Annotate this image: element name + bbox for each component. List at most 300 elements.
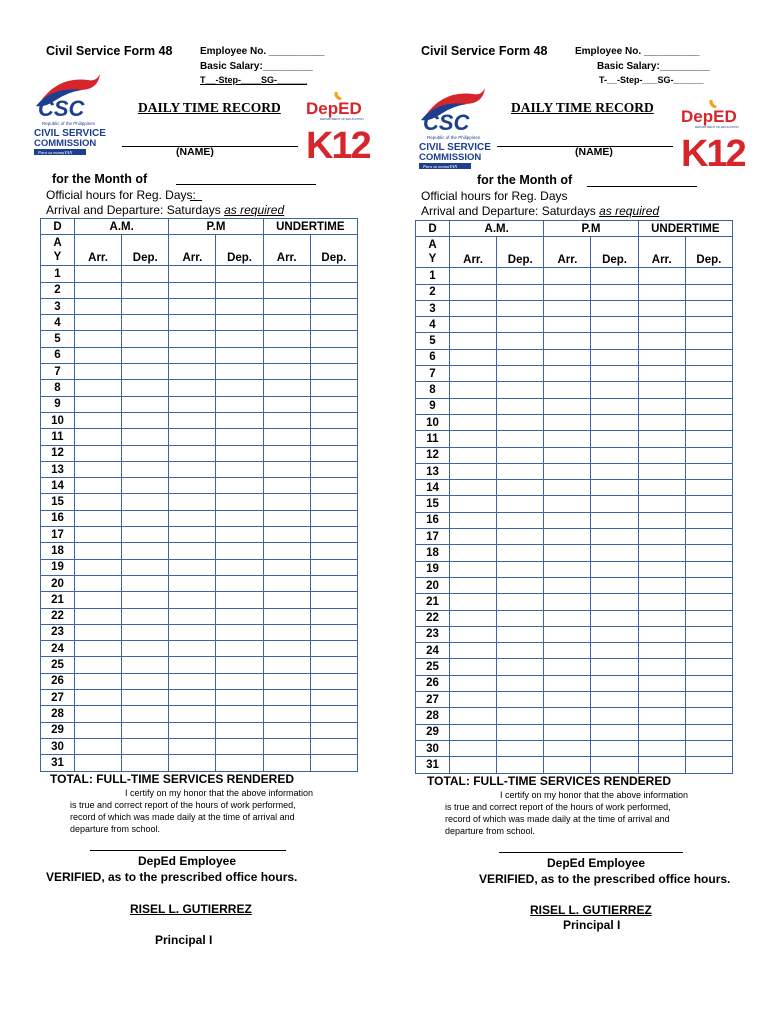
time-cell[interactable] [544, 626, 591, 642]
time-cell[interactable] [497, 561, 544, 577]
time-cell[interactable] [685, 724, 732, 740]
time-cell[interactable] [638, 594, 685, 610]
time-cell[interactable] [685, 414, 732, 430]
time-cell[interactable] [638, 317, 685, 333]
time-cell[interactable] [169, 690, 216, 706]
time-cell[interactable] [169, 608, 216, 624]
time-cell[interactable] [122, 690, 169, 706]
time-cell[interactable] [685, 659, 732, 675]
time-cell[interactable] [122, 527, 169, 543]
time-cell[interactable] [497, 333, 544, 349]
time-cell[interactable] [497, 626, 544, 642]
time-cell[interactable] [685, 577, 732, 593]
time-cell[interactable] [450, 431, 497, 447]
time-cell[interactable] [169, 282, 216, 298]
time-cell[interactable] [497, 692, 544, 708]
time-cell[interactable] [263, 298, 310, 314]
time-cell[interactable] [450, 724, 497, 740]
time-cell[interactable] [497, 659, 544, 675]
time-cell[interactable] [75, 494, 122, 510]
time-cell[interactable] [685, 284, 732, 300]
time-cell[interactable] [544, 529, 591, 545]
time-cell[interactable] [122, 559, 169, 575]
time-cell[interactable] [169, 755, 216, 771]
time-cell[interactable] [450, 512, 497, 528]
time-cell[interactable] [591, 708, 638, 724]
time-cell[interactable] [310, 755, 357, 771]
time-cell[interactable] [450, 545, 497, 561]
time-cell[interactable] [638, 610, 685, 626]
time-cell[interactable] [450, 382, 497, 398]
time-cell[interactable] [685, 480, 732, 496]
time-cell[interactable] [169, 738, 216, 754]
time-cell[interactable] [169, 315, 216, 331]
time-cell[interactable] [122, 510, 169, 526]
time-cell[interactable] [638, 529, 685, 545]
time-cell[interactable] [122, 641, 169, 657]
time-cell[interactable] [685, 333, 732, 349]
time-cell[interactable] [497, 431, 544, 447]
time-cell[interactable] [169, 641, 216, 657]
time-cell[interactable] [638, 675, 685, 691]
time-cell[interactable] [450, 268, 497, 284]
time-cell[interactable] [169, 722, 216, 738]
time-cell[interactable] [591, 529, 638, 545]
time-cell[interactable] [497, 512, 544, 528]
time-cell[interactable] [263, 445, 310, 461]
time-cell[interactable] [591, 643, 638, 659]
time-cell[interactable] [310, 412, 357, 428]
time-cell[interactable] [216, 396, 263, 412]
time-cell[interactable] [450, 284, 497, 300]
time-cell[interactable] [450, 349, 497, 365]
time-cell[interactable] [497, 545, 544, 561]
time-cell[interactable] [544, 512, 591, 528]
time-cell[interactable] [75, 298, 122, 314]
time-cell[interactable] [497, 349, 544, 365]
time-cell[interactable] [263, 738, 310, 754]
time-cell[interactable] [450, 740, 497, 756]
time-cell[interactable] [685, 382, 732, 398]
time-cell[interactable] [310, 510, 357, 526]
time-cell[interactable] [638, 724, 685, 740]
time-cell[interactable] [310, 592, 357, 608]
time-cell[interactable] [497, 480, 544, 496]
time-cell[interactable] [122, 738, 169, 754]
time-cell[interactable] [497, 496, 544, 512]
time-cell[interactable] [75, 331, 122, 347]
time-cell[interactable] [685, 366, 732, 382]
time-cell[interactable] [450, 300, 497, 316]
time-cell[interactable] [497, 643, 544, 659]
time-cell[interactable] [310, 461, 357, 477]
time-cell[interactable] [216, 510, 263, 526]
time-cell[interactable] [544, 398, 591, 414]
time-cell[interactable] [169, 673, 216, 689]
time-cell[interactable] [450, 577, 497, 593]
time-cell[interactable] [497, 463, 544, 479]
time-cell[interactable] [544, 333, 591, 349]
time-cell[interactable] [497, 382, 544, 398]
time-cell[interactable] [169, 543, 216, 559]
time-cell[interactable] [310, 559, 357, 575]
time-cell[interactable] [216, 412, 263, 428]
time-cell[interactable] [591, 284, 638, 300]
time-cell[interactable] [450, 366, 497, 382]
time-cell[interactable] [216, 364, 263, 380]
time-cell[interactable] [638, 708, 685, 724]
time-cell[interactable] [310, 364, 357, 380]
time-cell[interactable] [685, 675, 732, 691]
time-cell[interactable] [122, 592, 169, 608]
time-cell[interactable] [310, 690, 357, 706]
time-cell[interactable] [169, 575, 216, 591]
time-cell[interactable] [216, 592, 263, 608]
time-cell[interactable] [310, 298, 357, 314]
time-cell[interactable] [169, 478, 216, 494]
time-cell[interactable] [638, 463, 685, 479]
time-cell[interactable] [75, 445, 122, 461]
time-cell[interactable] [450, 594, 497, 610]
time-cell[interactable] [685, 398, 732, 414]
time-cell[interactable] [75, 690, 122, 706]
time-cell[interactable] [75, 657, 122, 673]
time-cell[interactable] [263, 461, 310, 477]
time-cell[interactable] [544, 268, 591, 284]
time-cell[interactable] [685, 610, 732, 626]
time-cell[interactable] [310, 347, 357, 363]
time-cell[interactable] [497, 529, 544, 545]
time-cell[interactable] [497, 447, 544, 463]
time-cell[interactable] [591, 398, 638, 414]
time-cell[interactable] [169, 510, 216, 526]
time-cell[interactable] [169, 364, 216, 380]
time-cell[interactable] [122, 282, 169, 298]
time-cell[interactable] [75, 738, 122, 754]
time-cell[interactable] [591, 268, 638, 284]
time-cell[interactable] [75, 624, 122, 640]
time-cell[interactable] [544, 740, 591, 756]
time-cell[interactable] [450, 529, 497, 545]
time-cell[interactable] [169, 559, 216, 575]
time-cell[interactable] [638, 757, 685, 773]
time-cell[interactable] [122, 429, 169, 445]
time-cell[interactable] [591, 610, 638, 626]
time-cell[interactable] [685, 529, 732, 545]
time-cell[interactable] [638, 561, 685, 577]
time-cell[interactable] [450, 496, 497, 512]
time-cell[interactable] [544, 414, 591, 430]
time-cell[interactable] [638, 577, 685, 593]
time-cell[interactable] [685, 447, 732, 463]
time-cell[interactable] [497, 757, 544, 773]
time-cell[interactable] [122, 347, 169, 363]
time-cell[interactable] [591, 626, 638, 642]
time-cell[interactable] [544, 366, 591, 382]
time-cell[interactable] [638, 740, 685, 756]
time-cell[interactable] [685, 349, 732, 365]
time-cell[interactable] [638, 512, 685, 528]
time-cell[interactable] [75, 575, 122, 591]
time-cell[interactable] [591, 659, 638, 675]
time-cell[interactable] [216, 347, 263, 363]
time-cell[interactable] [544, 496, 591, 512]
time-cell[interactable] [122, 396, 169, 412]
time-cell[interactable] [310, 738, 357, 754]
time-cell[interactable] [638, 692, 685, 708]
time-cell[interactable] [638, 431, 685, 447]
time-cell[interactable] [497, 284, 544, 300]
time-cell[interactable] [310, 478, 357, 494]
time-cell[interactable] [544, 594, 591, 610]
time-cell[interactable] [638, 480, 685, 496]
time-cell[interactable] [169, 429, 216, 445]
time-cell[interactable] [169, 380, 216, 396]
time-cell[interactable] [75, 722, 122, 738]
time-cell[interactable] [638, 268, 685, 284]
time-cell[interactable] [75, 527, 122, 543]
time-cell[interactable] [75, 380, 122, 396]
time-cell[interactable] [310, 641, 357, 657]
time-cell[interactable] [591, 675, 638, 691]
time-cell[interactable] [75, 266, 122, 282]
time-cell[interactable] [169, 347, 216, 363]
time-cell[interactable] [216, 461, 263, 477]
time-cell[interactable] [263, 690, 310, 706]
time-cell[interactable] [75, 429, 122, 445]
time-cell[interactable] [122, 364, 169, 380]
time-cell[interactable] [75, 559, 122, 575]
time-cell[interactable] [544, 675, 591, 691]
time-cell[interactable] [591, 724, 638, 740]
time-cell[interactable] [169, 331, 216, 347]
time-cell[interactable] [310, 380, 357, 396]
time-cell[interactable] [638, 545, 685, 561]
time-cell[interactable] [122, 575, 169, 591]
time-cell[interactable] [685, 300, 732, 316]
time-cell[interactable] [216, 706, 263, 722]
time-cell[interactable] [685, 561, 732, 577]
time-cell[interactable] [497, 317, 544, 333]
time-cell[interactable] [450, 675, 497, 691]
time-cell[interactable] [450, 561, 497, 577]
time-cell[interactable] [263, 282, 310, 298]
time-cell[interactable] [122, 608, 169, 624]
time-cell[interactable] [685, 740, 732, 756]
time-cell[interactable] [685, 512, 732, 528]
time-cell[interactable] [450, 708, 497, 724]
time-cell[interactable] [216, 690, 263, 706]
time-cell[interactable] [497, 577, 544, 593]
time-cell[interactable] [310, 315, 357, 331]
time-cell[interactable] [122, 706, 169, 722]
time-cell[interactable] [263, 396, 310, 412]
time-cell[interactable] [263, 543, 310, 559]
time-cell[interactable] [216, 315, 263, 331]
time-cell[interactable] [122, 494, 169, 510]
time-cell[interactable] [263, 657, 310, 673]
time-cell[interactable] [216, 722, 263, 738]
time-cell[interactable] [216, 608, 263, 624]
time-cell[interactable] [169, 445, 216, 461]
time-cell[interactable] [169, 298, 216, 314]
time-cell[interactable] [310, 266, 357, 282]
time-cell[interactable] [310, 429, 357, 445]
time-cell[interactable] [685, 496, 732, 512]
time-cell[interactable] [544, 431, 591, 447]
time-cell[interactable] [122, 380, 169, 396]
time-cell[interactable] [591, 300, 638, 316]
time-cell[interactable] [591, 692, 638, 708]
time-cell[interactable] [263, 722, 310, 738]
time-cell[interactable] [497, 724, 544, 740]
time-cell[interactable] [216, 298, 263, 314]
time-cell[interactable] [263, 412, 310, 428]
time-cell[interactable] [263, 641, 310, 657]
time-cell[interactable] [263, 755, 310, 771]
time-cell[interactable] [450, 398, 497, 414]
time-cell[interactable] [122, 755, 169, 771]
time-cell[interactable] [591, 414, 638, 430]
time-cell[interactable] [169, 266, 216, 282]
time-cell[interactable] [591, 577, 638, 593]
time-cell[interactable] [75, 396, 122, 412]
time-cell[interactable] [591, 545, 638, 561]
time-cell[interactable] [497, 675, 544, 691]
time-cell[interactable] [638, 447, 685, 463]
time-cell[interactable] [591, 512, 638, 528]
time-cell[interactable] [263, 347, 310, 363]
time-cell[interactable] [122, 315, 169, 331]
time-cell[interactable] [263, 624, 310, 640]
time-cell[interactable] [263, 364, 310, 380]
time-cell[interactable] [450, 480, 497, 496]
time-cell[interactable] [591, 594, 638, 610]
time-cell[interactable] [75, 755, 122, 771]
time-cell[interactable] [591, 480, 638, 496]
time-cell[interactable] [75, 347, 122, 363]
time-cell[interactable] [263, 527, 310, 543]
time-cell[interactable] [263, 315, 310, 331]
time-cell[interactable] [216, 575, 263, 591]
time-cell[interactable] [122, 445, 169, 461]
time-cell[interactable] [75, 673, 122, 689]
time-cell[interactable] [122, 722, 169, 738]
time-cell[interactable] [122, 331, 169, 347]
time-cell[interactable] [216, 559, 263, 575]
time-cell[interactable] [450, 643, 497, 659]
time-cell[interactable] [216, 657, 263, 673]
time-cell[interactable] [591, 496, 638, 512]
time-cell[interactable] [685, 757, 732, 773]
time-cell[interactable] [122, 673, 169, 689]
time-cell[interactable] [263, 494, 310, 510]
time-cell[interactable] [544, 708, 591, 724]
time-cell[interactable] [310, 445, 357, 461]
time-cell[interactable] [216, 494, 263, 510]
time-cell[interactable] [450, 757, 497, 773]
time-cell[interactable] [638, 659, 685, 675]
time-cell[interactable] [310, 575, 357, 591]
time-cell[interactable] [310, 282, 357, 298]
time-cell[interactable] [591, 740, 638, 756]
time-cell[interactable] [544, 447, 591, 463]
time-cell[interactable] [216, 331, 263, 347]
time-cell[interactable] [685, 317, 732, 333]
time-cell[interactable] [122, 657, 169, 673]
time-cell[interactable] [591, 463, 638, 479]
time-cell[interactable] [544, 317, 591, 333]
time-cell[interactable] [310, 543, 357, 559]
time-cell[interactable] [263, 559, 310, 575]
time-cell[interactable] [216, 266, 263, 282]
time-cell[interactable] [263, 478, 310, 494]
time-cell[interactable] [216, 527, 263, 543]
time-cell[interactable] [544, 692, 591, 708]
time-cell[interactable] [263, 575, 310, 591]
time-cell[interactable] [450, 463, 497, 479]
time-cell[interactable] [497, 366, 544, 382]
time-cell[interactable] [216, 738, 263, 754]
time-cell[interactable] [169, 657, 216, 673]
time-cell[interactable] [591, 366, 638, 382]
time-cell[interactable] [497, 708, 544, 724]
time-cell[interactable] [450, 659, 497, 675]
time-cell[interactable] [638, 366, 685, 382]
time-cell[interactable] [685, 692, 732, 708]
time-cell[interactable] [310, 706, 357, 722]
time-cell[interactable] [685, 431, 732, 447]
time-cell[interactable] [263, 266, 310, 282]
time-cell[interactable] [450, 414, 497, 430]
time-cell[interactable] [450, 333, 497, 349]
time-cell[interactable] [216, 673, 263, 689]
time-cell[interactable] [497, 268, 544, 284]
time-cell[interactable] [685, 545, 732, 561]
time-cell[interactable] [450, 626, 497, 642]
time-cell[interactable] [685, 594, 732, 610]
time-cell[interactable] [544, 643, 591, 659]
time-cell[interactable] [638, 398, 685, 414]
time-cell[interactable] [75, 364, 122, 380]
time-cell[interactable] [216, 755, 263, 771]
time-cell[interactable] [638, 349, 685, 365]
time-cell[interactable] [544, 610, 591, 626]
time-cell[interactable] [169, 706, 216, 722]
time-cell[interactable] [169, 592, 216, 608]
time-cell[interactable] [638, 382, 685, 398]
time-cell[interactable] [75, 478, 122, 494]
time-cell[interactable] [497, 414, 544, 430]
time-cell[interactable] [544, 724, 591, 740]
time-cell[interactable] [591, 757, 638, 773]
time-cell[interactable] [216, 282, 263, 298]
time-cell[interactable] [310, 527, 357, 543]
time-cell[interactable] [638, 496, 685, 512]
time-cell[interactable] [544, 349, 591, 365]
time-cell[interactable] [544, 284, 591, 300]
time-cell[interactable] [544, 757, 591, 773]
time-cell[interactable] [75, 543, 122, 559]
time-cell[interactable] [263, 592, 310, 608]
time-cell[interactable] [591, 333, 638, 349]
time-cell[interactable] [591, 382, 638, 398]
time-cell[interactable] [450, 317, 497, 333]
time-cell[interactable] [591, 349, 638, 365]
time-cell[interactable] [544, 300, 591, 316]
time-cell[interactable] [685, 708, 732, 724]
time-cell[interactable] [685, 626, 732, 642]
